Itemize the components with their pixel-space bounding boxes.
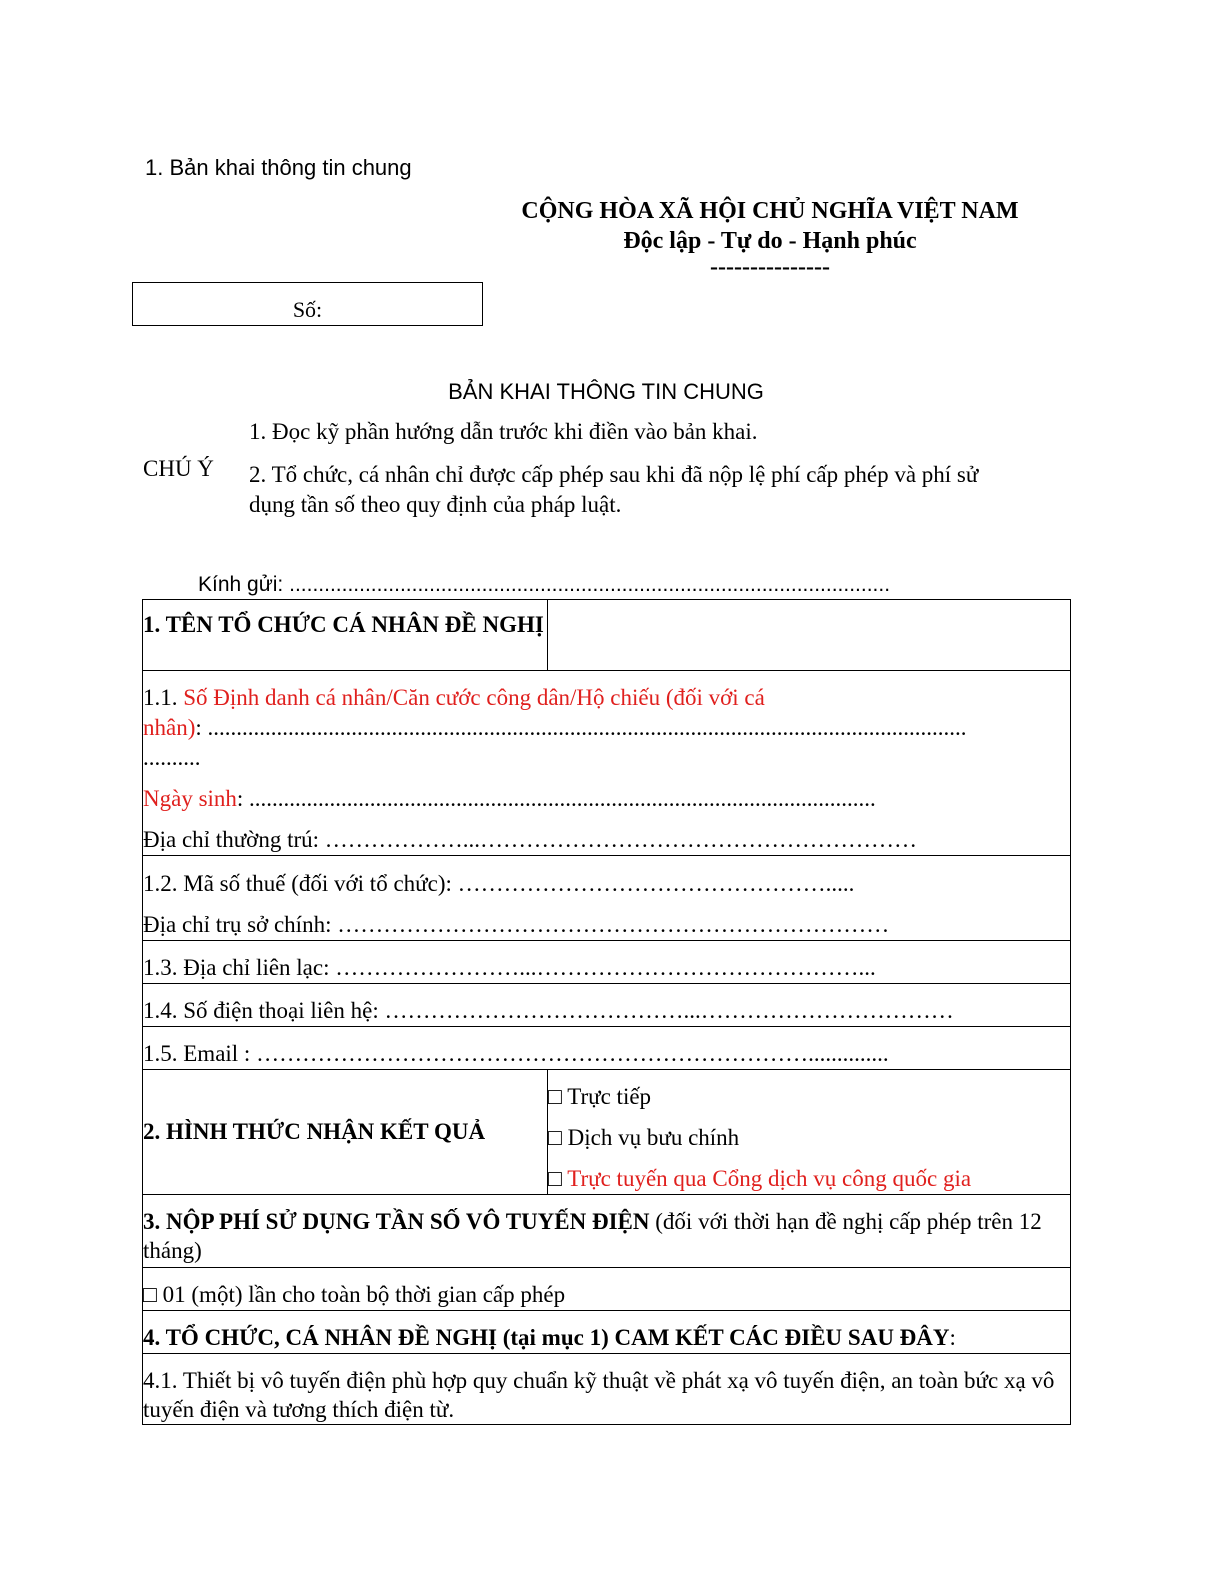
option-one-time-payment[interactable]: □ 01 (một) lần cho toàn bộ thời gian cấp phép xyxy=(143,1282,566,1307)
phone-cell xyxy=(143,984,1071,1027)
phone-line[interactable]: 1.4. Số điện thoại liên hệ: …………………………………...…………………………… xyxy=(143,998,954,1023)
email-cell xyxy=(143,1027,1071,1070)
country-name: CỘNG HÒA XÃ HỘI CHỦ NGHĨA VIỆT NAM xyxy=(521,198,1019,224)
section-2-title-cell xyxy=(143,1070,548,1195)
option-postal[interactable]: □ Dịch vụ bưu chính xyxy=(548,1125,740,1150)
section-1-header-row xyxy=(143,600,1071,671)
section-3-title-note: (đối với thời hạn đề nghị cấp phép trên 12 tháng) xyxy=(143,1209,1042,1263)
note-label: CHÚ Ý xyxy=(143,456,214,481)
contact-address-cell xyxy=(143,941,1071,984)
option-online[interactable] xyxy=(548,1164,1070,1194)
contact-address-line[interactable]: 1.3. Địa chỉ liên lạc: ……………………...……………………………………... xyxy=(143,955,876,980)
head-office-address-line[interactable]: Địa chỉ trụ sở chính: ……………………………………………………………… xyxy=(143,912,890,937)
row-1-1-prefix: 1.1. xyxy=(143,685,184,710)
section-4-title xyxy=(143,1323,1070,1353)
dob-line[interactable] xyxy=(143,784,1070,814)
organization-name-field[interactable] xyxy=(548,600,1071,671)
option-online-checkbox[interactable]: □ xyxy=(548,1166,568,1191)
tax-cell xyxy=(143,856,1071,941)
option-direct[interactable]: □ Trực tiếp xyxy=(548,1084,652,1109)
section-4-item-row xyxy=(143,1354,1071,1425)
identity-dots: : .................................................................................................................................... xyxy=(195,715,967,740)
option-online-label: Trực tuyến qua Cổng dịch vụ công quốc gia xyxy=(567,1166,972,1191)
email-line[interactable]: 1.5. Email : ……………………………………………………………….............. xyxy=(143,1041,889,1066)
section-4-title-bold: 4. TỔ CHỨC, CÁ NHÂN ĐỀ NGHỊ (tại mục 1) CAM KẾT CÁC ĐIỀU SAU ĐÂY xyxy=(143,1325,950,1350)
motto: Độc lập - Tự do - Hạnh phúc xyxy=(623,228,917,254)
section-2-title: 2. HÌNH THỨC NHẬN KẾT QUẢ xyxy=(143,1119,486,1144)
document-caption: 1. Bản khai thông tin chung xyxy=(145,155,412,180)
row-1-3 xyxy=(143,941,1071,984)
application-form-table xyxy=(142,599,1071,1425)
note-item-1: 1. Đọc kỹ phần hướng dẫn trước khi điền vào bản khai. xyxy=(249,419,758,444)
row-1-1 xyxy=(143,671,1071,856)
section-3-title-cell xyxy=(143,1195,1071,1268)
section-4-header-row xyxy=(143,1311,1071,1354)
identity-line-2[interactable] xyxy=(143,713,1070,743)
row-1-2 xyxy=(143,856,1071,941)
section-1-title-cell xyxy=(143,600,548,671)
section-4-item-cell xyxy=(143,1354,1071,1425)
tax-code-line[interactable]: 1.2. Mã số thuế (đối với tổ chức): …………………………………………..... xyxy=(143,871,855,896)
commitment-4-1: 4.1. Thiết bị vô tuyến điện phù hợp quy chuẩn kỹ thuật về phát xạ vô tuyến điện, an toàn bức xạ vô tuyến điện và tương thích điện từ. xyxy=(143,1368,1055,1422)
national-header xyxy=(450,196,1090,278)
identity-line-1 xyxy=(143,683,1070,713)
identity-label-red: Số Định danh cá nhân/Căn cước công dân/Hộ chiếu (đối với cá xyxy=(183,685,765,710)
section-3-option-row xyxy=(143,1268,1071,1311)
section-2-row xyxy=(143,1070,1071,1195)
recipient-field[interactable]: Kính gửi: ....................................................................................................... xyxy=(198,573,891,596)
section-3-title-bold: 3. NỘP PHÍ SỬ DỤNG TẦN SỐ VÔ TUYẾN ĐIỆN xyxy=(143,1209,650,1234)
identity-cell xyxy=(143,671,1071,856)
document-number-label: Số: xyxy=(292,297,323,322)
row-1-5 xyxy=(143,1027,1071,1070)
document-number-box[interactable] xyxy=(132,282,483,326)
row-1-4 xyxy=(143,984,1071,1027)
identity-line-3: .......... xyxy=(143,745,201,770)
dob-label: Ngày sinh xyxy=(143,786,237,811)
section-2-options-cell xyxy=(548,1070,1071,1195)
dob-dots: : ............................................................................................................. xyxy=(236,786,876,811)
section-4-title-colon: : xyxy=(949,1325,956,1350)
section-3-option-cell xyxy=(143,1268,1071,1311)
section-4-title-cell xyxy=(143,1311,1071,1354)
header-separator: --------------- xyxy=(710,254,830,280)
section-3-title xyxy=(143,1207,1070,1265)
note-item-2: 2. Tổ chức, cá nhân chỉ được cấp phép sau khi đã nộp lệ phí cấp phép và phí sử dụng tần số theo quy định của pháp luật. xyxy=(249,462,979,517)
section-3-header-row xyxy=(143,1195,1071,1268)
identity-label-red-cont: nhân) xyxy=(143,715,196,740)
permanent-address-line[interactable]: Địa chỉ thường trú: ………………...………………………………………………… xyxy=(143,827,918,852)
form-title: BẢN KHAI THÔNG TIN CHUNG xyxy=(448,379,764,404)
section-1-title: 1. TÊN TỔ CHỨC CÁ NHÂN ĐỀ NGHỊ xyxy=(143,612,544,637)
